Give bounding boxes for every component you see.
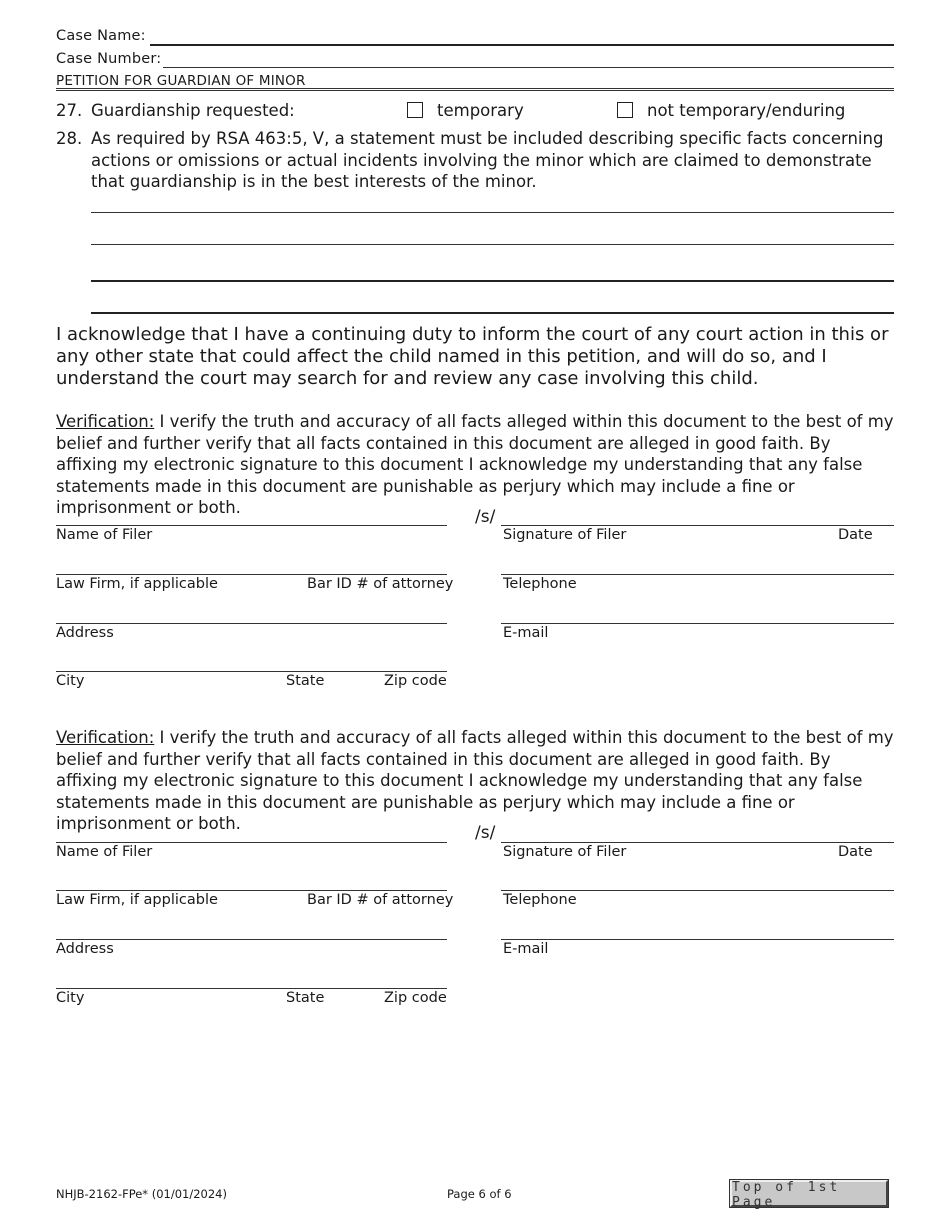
header-divider — [56, 88, 894, 89]
address-label-2: Address — [56, 941, 114, 957]
name-of-filer-label-2: Name of Filer — [56, 844, 153, 860]
state-label: State — [286, 673, 325, 689]
item27-label: Guardianship requested: — [91, 101, 295, 120]
city-label: City — [56, 673, 85, 689]
verification-paragraph-1 — [56, 411, 894, 519]
email-field-2[interactable] — [501, 939, 894, 940]
form-id: NHJB-2162-FPe* (01/01/2024) — [56, 1187, 227, 1201]
law-firm-field-2[interactable] — [56, 890, 447, 891]
telephone-label-2: Telephone — [503, 892, 577, 908]
city-state-zip-field-2[interactable] — [56, 988, 447, 989]
statement-line-4[interactable] — [91, 312, 894, 314]
header-divider-2 — [56, 90, 894, 91]
sig-prefix: /s/ — [475, 507, 496, 527]
telephone-field[interactable] — [501, 574, 894, 575]
form-title: PETITION FOR GUARDIAN OF MINOR — [56, 73, 306, 89]
email-label-2: E-mail — [503, 941, 549, 957]
bar-id-label-2: Bar ID # of attorney — [307, 892, 454, 908]
item27-number: 27. — [56, 101, 83, 120]
verification-text-2: I verify the truth and accuracy of all facts alleged within this document to the best of my belief and further verify that all facts contained in this document are alleged in good faith. By affixing my electronic signature to this document I acknowledge my understanding that any false statements made in this document are punishable as perjury which may include a fine or imprisonment or both. — [56, 728, 894, 833]
temporary-checkbox[interactable] — [407, 102, 423, 118]
telephone-field-2[interactable] — [501, 890, 894, 891]
top-of-first-page-button[interactable]: Top of 1st Page — [730, 1180, 888, 1207]
address-field[interactable] — [56, 623, 447, 624]
signature-field[interactable] — [501, 525, 894, 526]
verification-paragraph-2 — [56, 727, 894, 835]
state-label-2: State — [286, 990, 325, 1006]
name-of-filer-label: Name of Filer — [56, 527, 153, 543]
acknowledgement-text: I acknowledge that I have a continuing duty to inform the court of any court action in this or any other state that could affect the child named in this petition, and will do so, and I understand the court may search for and review any case involving this child. — [56, 324, 889, 389]
item28-number: 28. — [56, 129, 83, 148]
case-number-label: Case Number: — [56, 51, 162, 67]
signature-field-2[interactable] — [501, 842, 894, 843]
email-label: E-mail — [503, 625, 549, 641]
verification-heading-2: Verification: — [56, 728, 155, 747]
statement-line-1[interactable] — [91, 212, 894, 213]
not-temporary-checkbox[interactable] — [617, 102, 633, 118]
statement-line-2[interactable] — [91, 244, 894, 245]
zip-label-2: Zip code — [384, 990, 447, 1006]
verification-heading: Verification: — [56, 412, 155, 431]
statement-line-3[interactable] — [91, 280, 894, 282]
email-field[interactable] — [501, 623, 894, 624]
bar-id-label: Bar ID # of attorney — [307, 576, 454, 592]
item28-text: As required by RSA 463:5, V, a statement must be included describing specific facts concerning actions or omissions or actual incidents involving the minor which are claimed to demonstrate that guardianship is in the best interests of the minor. — [91, 129, 884, 191]
city-label-2: City — [56, 990, 85, 1006]
case-number-field[interactable] — [163, 67, 894, 68]
address-field-2[interactable] — [56, 939, 447, 940]
case-name-field[interactable] — [150, 44, 894, 46]
address-label: Address — [56, 625, 114, 641]
signature-of-filer-label-2: Signature of Filer — [503, 844, 627, 860]
law-firm-field[interactable] — [56, 574, 447, 575]
zip-label: Zip code — [384, 673, 447, 689]
not-temporary-option-label: not temporary/enduring — [647, 101, 846, 120]
verification-text: I verify the truth and accuracy of all facts alleged within this document to the best of my belief and further verify that all facts contained in this document are alleged in good faith. By affixing my electronic signature to this document I acknowledge my understanding that any false statements made in this document are punishable as perjury which may include a fine or imprisonment or both. — [56, 412, 894, 517]
date-label: Date — [838, 527, 873, 543]
signature-of-filer-label: Signature of Filer — [503, 527, 627, 543]
telephone-label: Telephone — [503, 576, 577, 592]
temporary-option-label: temporary — [437, 101, 524, 120]
name-of-filer-field[interactable] — [56, 525, 447, 526]
name-of-filer-field-2[interactable] — [56, 842, 447, 843]
law-firm-label-2: Law Firm, if applicable — [56, 892, 218, 908]
law-firm-label: Law Firm, if applicable — [56, 576, 218, 592]
city-state-zip-field[interactable] — [56, 671, 447, 672]
date-label-2: Date — [838, 844, 873, 860]
page-number: Page 6 of 6 — [447, 1187, 512, 1201]
sig-prefix-2: /s/ — [475, 823, 496, 843]
case-name-label: Case Name: — [56, 28, 146, 44]
